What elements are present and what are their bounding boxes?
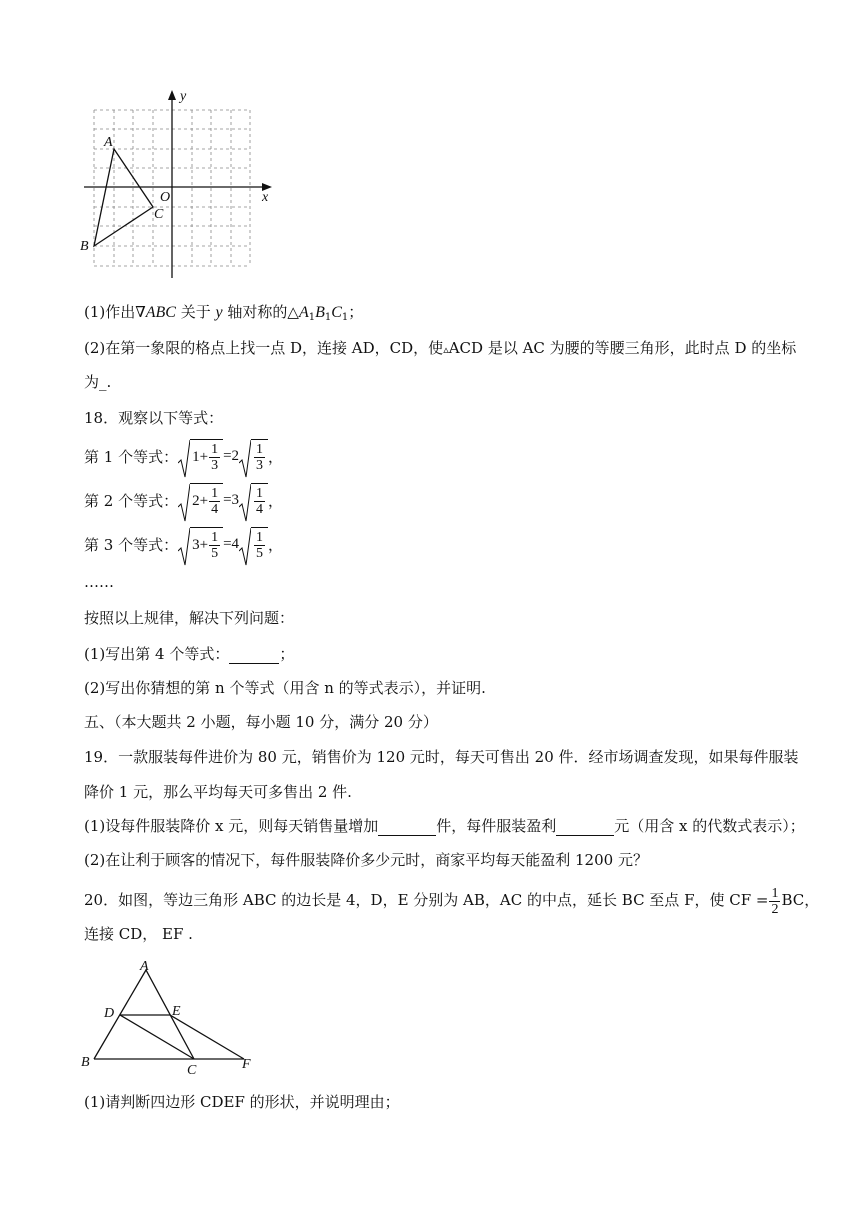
vertex-d-label: D: [104, 1006, 115, 1021]
q20-line1: [84, 883, 819, 917]
q20-text-a: 20．如图，等边三角形 ABC 的边长是 4，D，E 分别为 AB，AC 的中点，延长 BC 至点 F，使 CF =: [84, 891, 769, 909]
q19-p1-b: 件，每件服装盈利: [436, 817, 557, 835]
q19-line1: 19．一款服装每件进价为 80 元，销售价为 120 元时，每天可售出 20 件．经市场调查发现，如果每件服装: [84, 748, 799, 766]
origin-label: O: [160, 190, 171, 205]
eq2-equals: =: [223, 491, 232, 508]
q17-p1-prefix: (1)作出: [84, 303, 136, 321]
q18-ellipsis: ……: [84, 573, 114, 591]
q17-p2-text-b: ACD 是以 AC 为腰的等腰三角形，此时点 D 的坐标: [448, 339, 797, 357]
eq1-comma: ，: [268, 447, 284, 466]
eq1-coef: 2: [231, 447, 240, 464]
axis-x-label: x: [262, 190, 269, 205]
eq2-coef: 3: [231, 491, 240, 508]
q18-equation-2: [84, 478, 283, 522]
sqrt-right-3: $\frac{1}{5}$: [239, 527, 268, 561]
eq1-label: 第 1 个等式：: [84, 447, 179, 466]
section-5-heading: 五、（本大题共 2 小题，每小题 10 分，满分 20 分）: [84, 713, 438, 731]
segment-dc: [120, 1015, 194, 1059]
q20-text-b: BC，: [781, 891, 820, 909]
q17-abc: ABC: [145, 304, 176, 321]
q17-p1-mid2: 轴对称的: [222, 303, 288, 321]
eq2-label: 第 2 个等式：: [84, 491, 179, 510]
q17-b1: B: [315, 304, 325, 321]
vertex-f-label: F: [242, 1057, 251, 1072]
q19-p1-c: 元（用含 x 的代数式表示）；: [614, 817, 805, 835]
point-c-label: C: [154, 207, 164, 222]
q20-line2: 连接 CD， EF .: [84, 925, 193, 943]
triangle-symbol: △: [287, 303, 299, 321]
answer-blank[interactable]: [378, 819, 436, 836]
vertex-e-label: E: [172, 1004, 181, 1019]
q17-part1: [84, 302, 363, 328]
q17-p1-mid: 关于: [175, 303, 216, 321]
q17-p1-end: ；: [348, 303, 364, 321]
sqrt-right-2: $\frac{1}{4}$: [239, 483, 268, 517]
q18-equation-3: [84, 522, 283, 566]
q20-part1: (1)请判断四边形 CDEF 的形状，并说明理由；: [84, 1093, 400, 1111]
q19-p1-a: (1)设每件服装降价 x 元，则每天销售量增加: [84, 817, 379, 835]
q17-y: y: [215, 304, 223, 321]
q19-part1: [84, 816, 805, 836]
q18-p1-end: ；: [279, 645, 295, 663]
vertex-a-label: A: [140, 959, 149, 974]
q17-b1-sub: 1: [324, 312, 332, 323]
sqrt-left-1: 1+ $\frac{1}{3}$: [178, 439, 223, 473]
triangle-figure: [76, 954, 266, 1078]
eq3-equals: =: [223, 535, 232, 552]
q17-c1-sub: 1: [341, 312, 349, 323]
q20-fraction: $\frac{1}{2}$: [771, 885, 779, 917]
sqrt-left-3: 3+ $\frac{1}{5}$: [178, 527, 223, 561]
triangle-abc: [94, 149, 153, 246]
eq3-coef: 4: [231, 535, 240, 552]
eq3-label: 第 3 个等式：: [84, 535, 179, 554]
q17-a1: A: [298, 304, 309, 321]
sqrt-right-1: $\frac{1}{3}$: [239, 439, 268, 473]
q19-line2: 降价 1 元，那么平均每天可多售出 2 件.: [84, 783, 352, 801]
q17-part2-line1: [84, 338, 796, 360]
q17-c1: C: [331, 304, 342, 321]
small-triangle-symbol: ▵: [443, 343, 449, 356]
q18-part1: [84, 644, 294, 664]
vertex-b-label: B: [81, 1055, 90, 1070]
vertex-c-label: C: [187, 1063, 197, 1078]
eq1-equals: =: [223, 447, 232, 464]
q18-heading: 18．观察以下等式：: [84, 409, 224, 427]
q18-equation-1: [84, 434, 283, 478]
q18-part2: (2)写出你猜想的第 n 个等式（用含 n 的等式表示），并证明.: [84, 679, 486, 697]
answer-blank[interactable]: [229, 647, 279, 664]
nabla-symbol: ∇: [135, 303, 146, 321]
axis-y-label: y: [180, 89, 187, 104]
segment-ef: [170, 1015, 244, 1059]
axes: [84, 90, 272, 278]
sqrt-left-2: 2+ $\frac{1}{4}$: [178, 483, 223, 517]
eq2-comma: ，: [268, 491, 284, 510]
q17-a1-sub: 1: [308, 312, 316, 323]
point-b-label: B: [80, 239, 89, 254]
point-a-label: A: [104, 135, 113, 150]
q19-part2: (2)在让利于顾客的情况下，每件服装降价多少元时，商家平均每天能盈利 1200 元？: [84, 851, 648, 869]
q18-rule: 按照以上规律，解决下列问题：: [84, 609, 295, 627]
answer-blank[interactable]: [556, 819, 614, 836]
q18-p1-text: (1)写出第 4 个等式：: [84, 645, 230, 663]
coordinate-figure: [76, 86, 282, 286]
q17-p2-text-a: (2)在第一象限的格点上找一点 D，连接 AD，CD，使: [84, 339, 444, 357]
eq3-comma: ，: [268, 535, 284, 554]
q17-part2-line2: 为_.: [84, 373, 112, 391]
